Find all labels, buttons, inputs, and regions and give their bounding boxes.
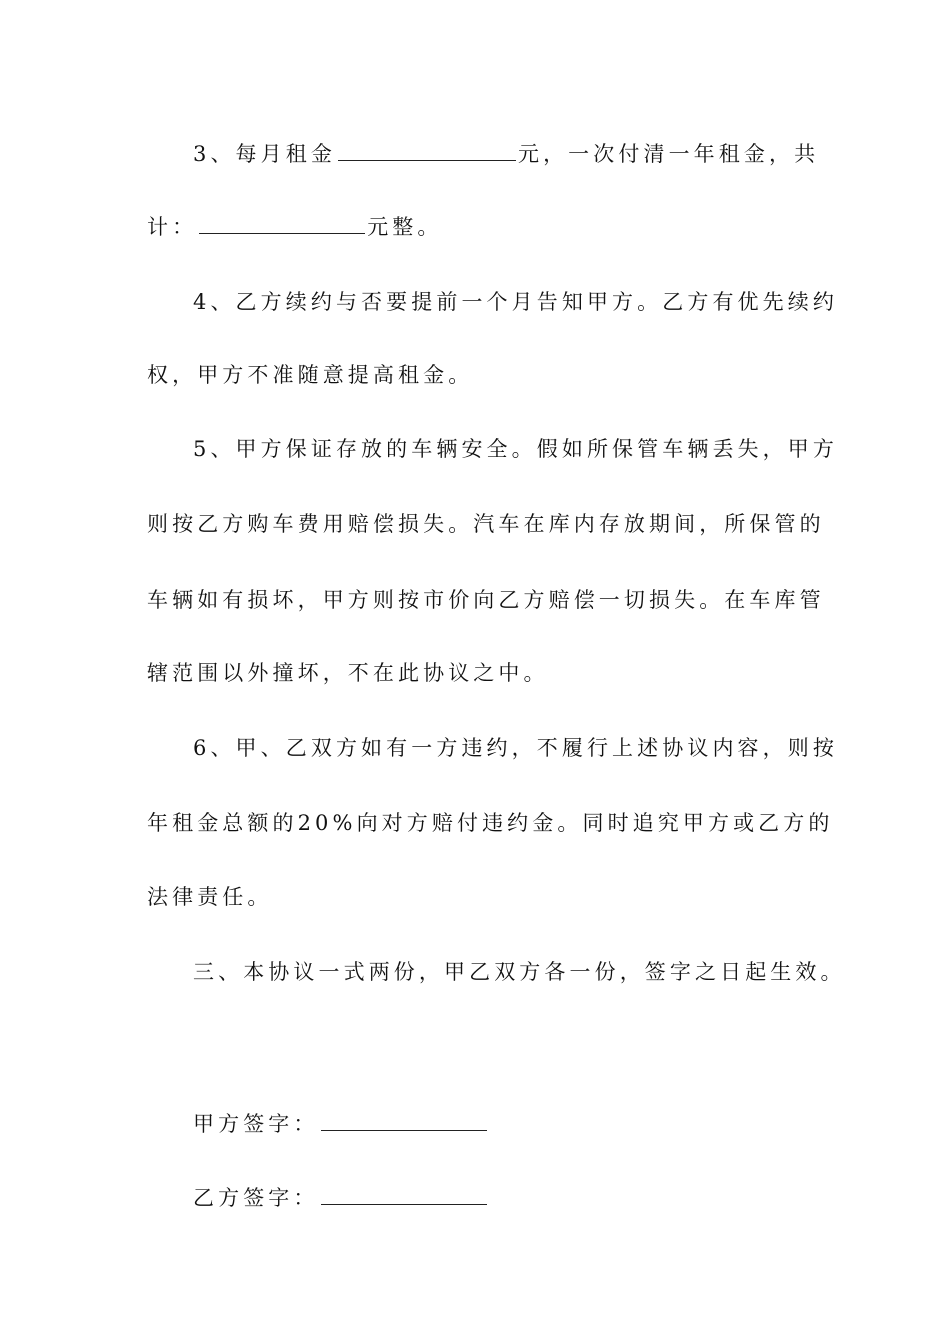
clause-3-line-2 bbox=[147, 212, 443, 242]
party-b-signature-blank bbox=[321, 1184, 487, 1205]
party-b-signature-label: 乙方签字： bbox=[193, 1186, 319, 1210]
clause-5-line-2: 则按乙方购车费用赔偿损失。汽车在库内存放期间，所保管的 bbox=[147, 512, 825, 536]
party-a-signature-blank bbox=[321, 1110, 487, 1131]
clause-3-text-c: 计： bbox=[147, 215, 198, 239]
total-amount-blank bbox=[199, 213, 365, 234]
clause-5-line-1: 5、甲方保证存放的车辆安全。假如所保管车辆丢失，甲方 bbox=[193, 437, 838, 461]
clause-3-text-a: 3、每月租金 bbox=[193, 142, 336, 166]
section-3-effective: 三、本协议一式两份，甲乙双方各一份，签字之日起生效。 bbox=[193, 960, 846, 984]
clause-3-line-1 bbox=[193, 139, 819, 169]
clause-5-line-4: 辖范围以外撞坏，不在此协议之中。 bbox=[147, 661, 549, 685]
clause-3-text-b: 元，一次付清一年租金，共 bbox=[517, 142, 820, 166]
party-b-signature bbox=[193, 1183, 489, 1213]
clause-4-line-2: 权，甲方不准随意提高租金。 bbox=[147, 363, 474, 387]
party-a-signature bbox=[193, 1109, 489, 1139]
clause-3-text-d: 元整。 bbox=[367, 215, 443, 239]
clause-6-line-2: 年租金总额的20%向对方赔付违约金。同时追究甲方或乙方的 bbox=[147, 811, 834, 835]
clause-4-line-1: 4、乙方续约与否要提前一个月告知甲方。乙方有优先续约 bbox=[193, 290, 838, 314]
clause-6-line-3: 法律责任。 bbox=[147, 885, 273, 909]
clause-6-line-1: 6、甲、乙双方如有一方违约，不履行上述协议内容，则按 bbox=[193, 736, 838, 760]
clause-5-line-3: 车辆如有损坏，甲方则按市价向乙方赔偿一切损失。在车库管 bbox=[147, 588, 825, 612]
monthly-rent-blank bbox=[338, 140, 516, 161]
party-a-signature-label: 甲方签字： bbox=[193, 1112, 319, 1136]
